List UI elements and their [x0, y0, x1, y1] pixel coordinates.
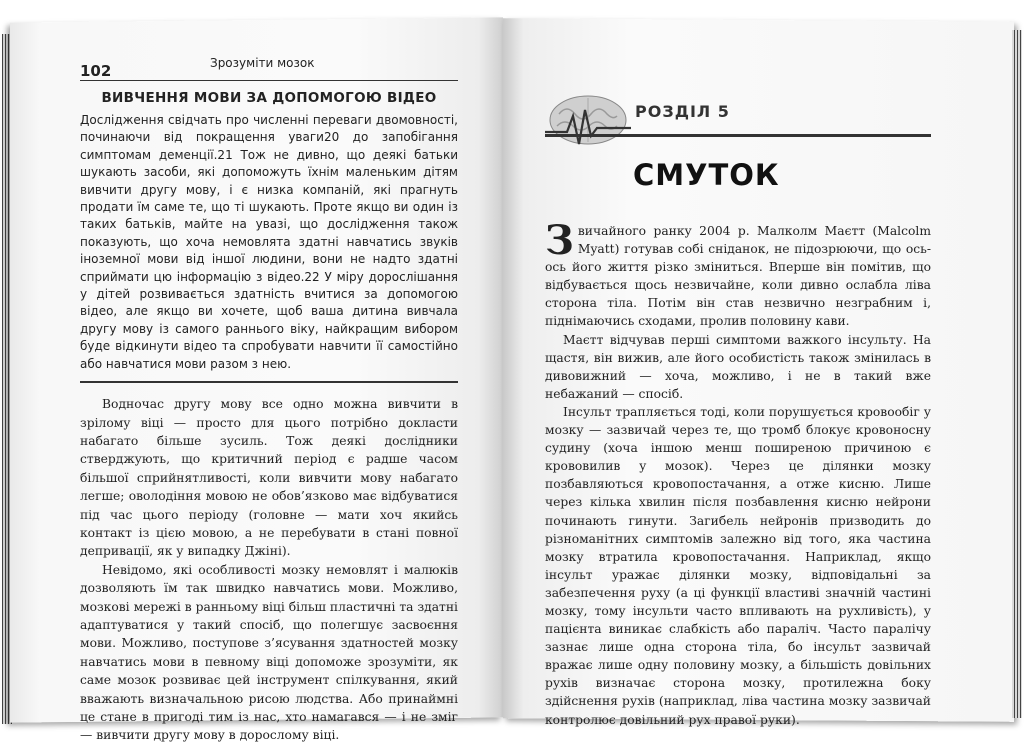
brain-icon [545, 92, 631, 148]
chapter-title: СМУТОК [633, 158, 780, 192]
running-title: Зрозуміти мозок [210, 56, 315, 70]
sidebar-box-text: Дослідження свідчать про численні переваги двомовності, починаючи від покращення уваги20 до запобігання симптомам деменції.21 Тож не дивно, що деякі батьки шукають засоби, які допоможуть їхнім маленьким дітям вивчити другу мову, і є низка компаній, які прагнуть продати їм саме те, що ті шукають. Проте якщо ви один із таких батьків, майте на увазі, що дослідження також показують, що хоча немовлята здатні навчатись звуків іноземної мови від іншої людини, вони не надто здатні сприймати цю інформацію з відео.22 У міру дорослішання у дітей розвивається здатність вчитися за допомогою відео, але якщо ви хочете, щоб ваша дитина вивчала другу мову із самого раннього віку, найкращим вибором буде відкинути відео та спробувати навчити її самостійно або навчатися мови разом з нею. [80, 113, 458, 371]
chapter-rule [545, 134, 931, 137]
page-number: 102 [80, 62, 112, 80]
body-paragraph-first [545, 217, 931, 331]
drop-cap: З [545, 217, 574, 264]
chapter-header [545, 92, 931, 152]
header-rule [80, 80, 458, 81]
chapter-label: РОЗДІЛ 5 [635, 102, 730, 121]
page-header [80, 56, 458, 86]
page-edges-right [1012, 30, 1022, 718]
chapter-body [545, 217, 931, 729]
left-page-content [80, 56, 458, 745]
body-paragraph: Інсульт трапляється тоді, коли порушується кровообіг у мозку — зазвичай через те, що тромб блокує кровоносну судину (хоча іншою менш поширеною причиною є крововилив у мозок). Через це ділянки мозку позбавляються кровопостачання, а отже кисню. Лише через кілька хвилин після позбавлення кисню нейрони починають гинути. Загибель нейронів призводить до різноманітних симптомів залежно від того, яка частина мозку втратила кровопостачання. Наприклад, якщо інсульт уражає ділянки мозку, відповідальні за забезпечення руху (а ці функції властиві значній частині мозку, тому інсульти часто впливають на рухливість), у пацієнта виникає слабкість або параліч. Часто паралічу зазнає лише одна сторона тіла, бо інсульт зазвичай вражає лише одну половину мозку, а більшість довільних рухів визначає сторона мозку, протилежна боку здійснення рухів (наприклад, ліва частина мозку зазвичай контролює довільний рух правої руки). [545, 404, 931, 727]
right-page-content [545, 92, 931, 729]
first-paragraph-text: вичайного ранку 2004 р. Малколм Маєтт (Malcolm Myatt) готував собі сніданок, не підозрюючи, що ось-ось його життя різко зміниться. Вперше він помітив, що відбувається щось незвичайне, коли дивно ослабла ліва сторона тіла. Потім він став незвично незграбним і, піднімаючись сходами, пролив половину кави. [545, 224, 931, 329]
sidebar-box-rule [80, 381, 458, 383]
sidebar-box-heading: ВИВЧЕННЯ МОВИ ЗА ДОПОМОГОЮ ВІДЕО [101, 90, 437, 106]
body-paragraph: Маєтт відчував перші симптоми важкого інсульту. На щастя, він вижив, але його особистість також змінилась в дивовижний — хоча, можливо, і не в такий вже небажаний — спосіб. [545, 332, 931, 401]
body-paragraph: Невідомо, які особливості мозку немовлят і малюків дозволяють їм так швидко навчатись мови. Можливо, мозкові мережі в ранньому віці більш пластичні та здатні адаптуватися у такий спосіб, що полегшує засвоєння мови. Можливо, поступове з’ясування здатностей мозку навчатись мови в певному віці допоможе зрозуміти, як саме мозок розвиває цей інструмент спілкування, який вважають визначальною рисою людства. Або принаймні це стане в пригоді тим із нас, хто намагався — і не зміг — вивчити другу мову в дорослому віці. [80, 562, 458, 743]
body-paragraph: Водночас другу мову все одно можна вивчити в зрілому віці — просто для цього потрібно докласти набагато більше зусиль. Тож деякі дослідники стверджують, що критичний період є радше часом більшої сприйнятливості, коли вивчити мову набагато легше; оволодіння мовою не обов’язково має відбуватися під час цього періоду (головне — мати хоч якийсь контакт із цією мовою, а не перебувати в стані повної депривації, як у випадку Джіні). [80, 397, 458, 559]
